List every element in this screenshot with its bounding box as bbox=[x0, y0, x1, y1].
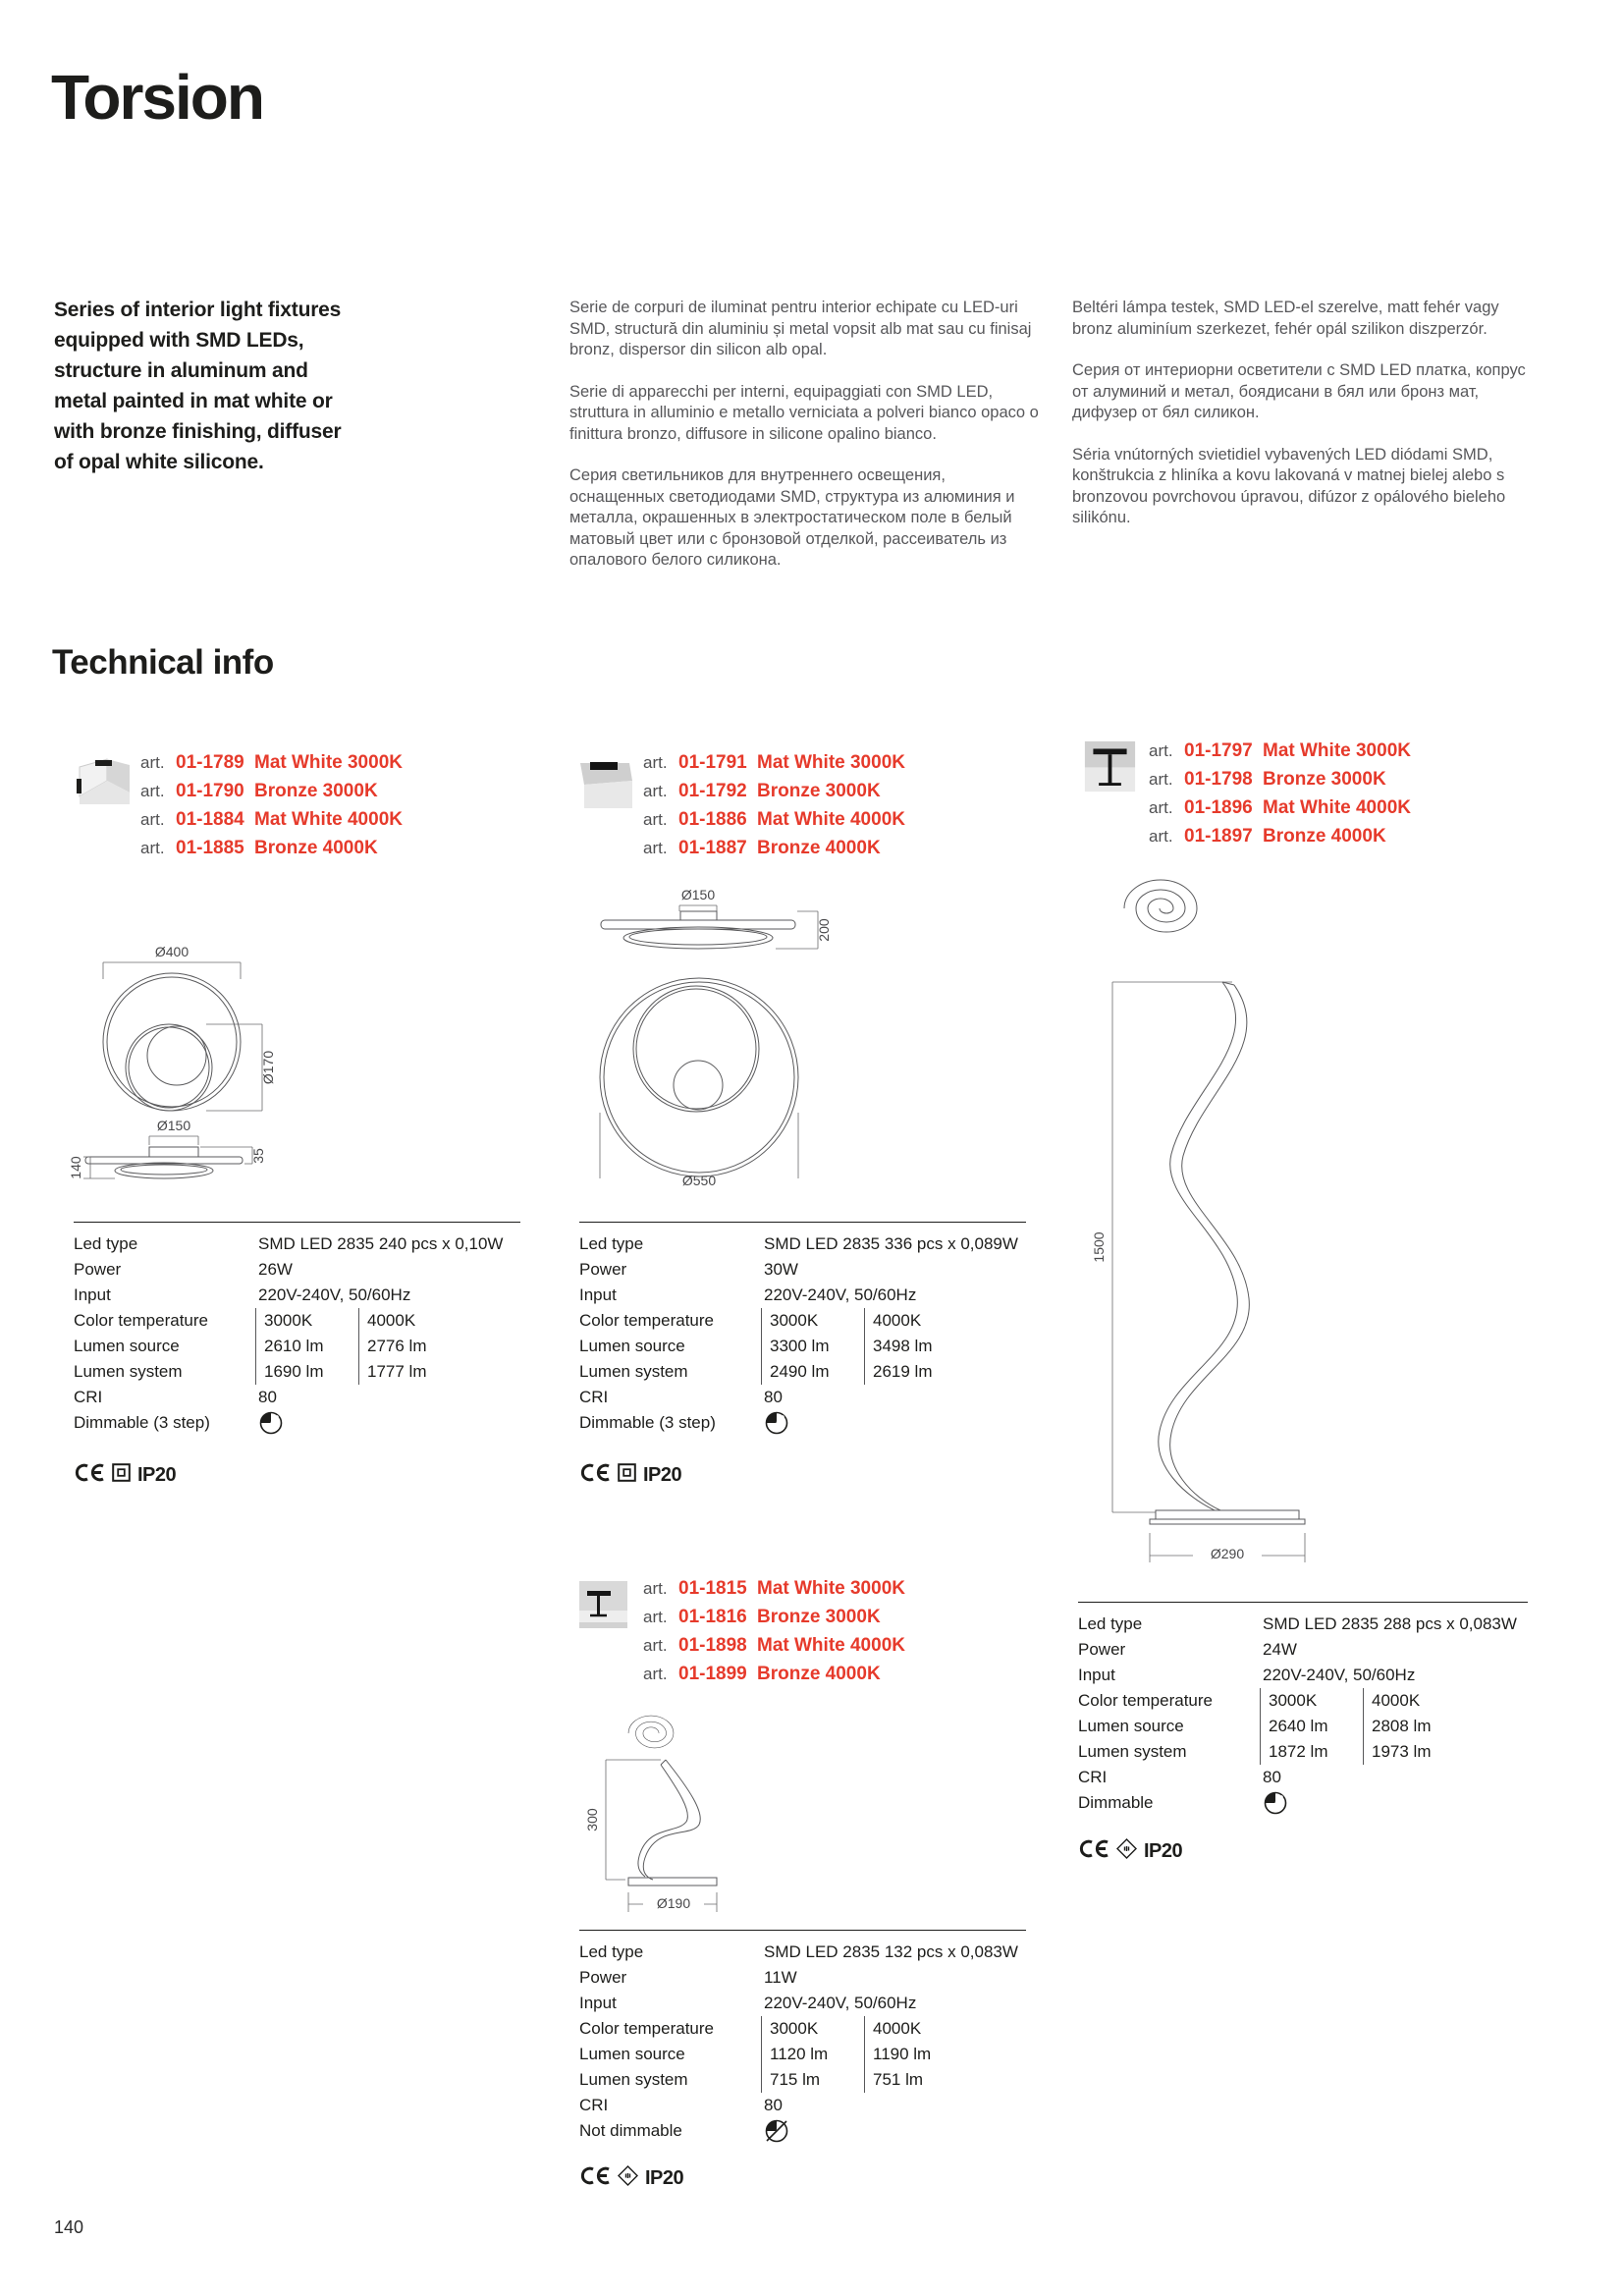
certifications-ceiling bbox=[579, 1463, 681, 1487]
diamond-cert-icon bbox=[618, 2165, 638, 2191]
dim-label: Ø550 bbox=[681, 1173, 717, 1188]
spec-value: 80 bbox=[258, 1388, 277, 1406]
art-label: art. bbox=[140, 839, 165, 857]
spec-value-4000k: 4000K bbox=[1363, 1688, 1420, 1714]
article-code: 01-1897 bbox=[1184, 826, 1253, 847]
ce-mark-icon bbox=[579, 2166, 611, 2190]
spec-row bbox=[1078, 1612, 1528, 1637]
dim-label: Ø190 bbox=[656, 1895, 691, 1911]
art-label: art. bbox=[1149, 770, 1173, 789]
spec-row bbox=[579, 2093, 1026, 2118]
spec-row bbox=[74, 1231, 520, 1257]
spec-label: Input bbox=[74, 1285, 111, 1304]
dim-label: 140 bbox=[68, 1156, 83, 1179]
spec-label: Led type bbox=[579, 1942, 644, 1961]
article-code: 01-1792 bbox=[678, 781, 747, 801]
page-number: 140 bbox=[54, 2217, 84, 2237]
spec-label: Color temperature bbox=[579, 2019, 715, 2038]
class-ii-icon bbox=[618, 1463, 636, 1487]
spec-value: 80 bbox=[1263, 1768, 1281, 1786]
spec-row bbox=[579, 1991, 1026, 2016]
spec-row bbox=[1078, 1663, 1528, 1688]
spec-value-4000k: 4000K bbox=[864, 2016, 921, 2042]
ceiling-lamp-icon bbox=[576, 753, 633, 815]
spec-row bbox=[579, 2067, 1026, 2093]
art-label: art. bbox=[140, 810, 165, 829]
spec-row bbox=[579, 2118, 1026, 2144]
dim-label: Ø400 bbox=[154, 944, 189, 959]
article-finish: Bronze 4000K bbox=[757, 1664, 881, 1684]
dim-label: Ø290 bbox=[1210, 1546, 1245, 1561]
ce-mark-icon bbox=[1078, 1839, 1109, 1863]
spec-value: 220V-240V, 50/60Hz bbox=[764, 1285, 917, 1304]
article-code: 01-1898 bbox=[678, 1635, 747, 1656]
article-finish: Mat White 4000K bbox=[254, 809, 403, 830]
spec-row bbox=[579, 1965, 1026, 1991]
dim-label: 1500 bbox=[1091, 1231, 1107, 1263]
spec-value-3000k: 3000K bbox=[1260, 1688, 1363, 1714]
certifications-table bbox=[579, 2165, 683, 2191]
spec-row bbox=[74, 1334, 520, 1359]
article-row bbox=[643, 752, 905, 781]
spec-row bbox=[579, 2042, 1026, 2067]
spec-value-4000k: 751 lm bbox=[864, 2067, 923, 2093]
dim-label: 35 bbox=[250, 1148, 266, 1164]
art-label: art. bbox=[140, 782, 165, 800]
spec-value-3000k: 3000K bbox=[761, 1308, 864, 1334]
article-finish: Bronze 4000K bbox=[1263, 826, 1386, 847]
spec-label: Power bbox=[579, 1260, 627, 1279]
article-row bbox=[643, 781, 905, 809]
art-label: art. bbox=[1149, 798, 1173, 817]
spec-value: SMD LED 2835 288 pcs x 0,083W bbox=[1263, 1614, 1517, 1633]
spec-row bbox=[74, 1308, 520, 1334]
ce-mark-icon bbox=[579, 1463, 611, 1487]
article-finish: Bronze 4000K bbox=[254, 838, 378, 858]
article-row bbox=[1149, 769, 1411, 797]
spec-row bbox=[579, 1283, 1026, 1308]
spec-value-3000k: 3000K bbox=[255, 1308, 358, 1334]
spec-label: CRI bbox=[579, 2096, 609, 2114]
spec-label: Lumen system bbox=[579, 1362, 688, 1381]
article-code: 01-1884 bbox=[176, 809, 244, 830]
intro-paragraph-it: Serie di apparecchi per interni, equipaggiati con SMD LED, struttura in alluminio e metallo verniciata a polveri bianco opaco o finittura bronzo, diffusore in silicone opalino bianco. bbox=[569, 382, 1039, 443]
spec-row bbox=[579, 1410, 1026, 1436]
spec-value-3000k: 3300 lm bbox=[761, 1334, 864, 1359]
spec-row bbox=[579, 1940, 1026, 1965]
wall-lamp-drawing bbox=[59, 918, 344, 1213]
spec-row bbox=[74, 1359, 520, 1385]
spec-row bbox=[74, 1385, 520, 1410]
spec-label: Led type bbox=[1078, 1614, 1143, 1633]
spec-value-4000k: 2808 lm bbox=[1363, 1714, 1431, 1739]
spec-value-3000k: 2610 lm bbox=[255, 1334, 358, 1359]
spec-value: SMD LED 2835 336 pcs x 0,089W bbox=[764, 1234, 1018, 1253]
spec-table-ceiling bbox=[579, 1222, 1026, 1436]
spec-value: 11W bbox=[764, 1968, 797, 1987]
spec-value: 80 bbox=[764, 2096, 783, 2114]
article-row bbox=[643, 1664, 905, 1692]
spec-row bbox=[1078, 1714, 1528, 1739]
spec-label: Not dimmable bbox=[579, 2121, 682, 2140]
ip-rating: IP20 bbox=[645, 2166, 684, 2189]
article-row bbox=[140, 752, 403, 781]
article-code: 01-1791 bbox=[678, 752, 747, 773]
article-code: 01-1896 bbox=[1184, 797, 1253, 818]
spec-value-3000k: 715 lm bbox=[761, 2067, 864, 2093]
ip-rating: IP20 bbox=[1144, 1839, 1183, 1862]
article-row bbox=[643, 838, 905, 866]
spec-value: 220V-240V, 50/60Hz bbox=[1263, 1666, 1416, 1684]
spec-value: SMD LED 2835 132 pcs x 0,083W bbox=[764, 1942, 1018, 1961]
ce-mark-icon bbox=[74, 1463, 105, 1487]
spec-row bbox=[74, 1410, 520, 1436]
spec-value: 80 bbox=[764, 1388, 783, 1406]
spec-value-4000k: 2776 lm bbox=[358, 1334, 426, 1359]
spec-value-3000k: 2490 lm bbox=[761, 1359, 864, 1385]
spec-label: Input bbox=[579, 1994, 617, 2012]
spec-label: Color temperature bbox=[1078, 1691, 1214, 1710]
dim-label: Ø150 bbox=[156, 1118, 191, 1133]
article-code: 01-1887 bbox=[678, 838, 747, 858]
spec-value-3000k: 1872 lm bbox=[1260, 1739, 1363, 1765]
spec-value: SMD LED 2835 240 pcs x 0,10W bbox=[258, 1234, 504, 1253]
article-finish: Mat White 4000K bbox=[1263, 797, 1411, 818]
article-list-wall bbox=[140, 752, 403, 866]
certifications-floor bbox=[1078, 1838, 1182, 1864]
article-row bbox=[140, 838, 403, 866]
article-finish: Mat White 3000K bbox=[757, 1578, 905, 1599]
spec-value-4000k: 1973 lm bbox=[1363, 1739, 1431, 1765]
art-label: art. bbox=[1149, 827, 1173, 846]
spec-row bbox=[579, 1231, 1026, 1257]
article-finish: Mat White 3000K bbox=[1263, 740, 1411, 761]
dimmer-icon bbox=[1263, 1790, 1288, 1816]
dim-label: 200 bbox=[816, 918, 832, 942]
article-code: 01-1815 bbox=[678, 1578, 747, 1599]
certifications-wall bbox=[74, 1463, 176, 1487]
article-finish: Mat White 4000K bbox=[757, 1635, 905, 1656]
ip-rating: IP20 bbox=[643, 1463, 682, 1486]
spec-table-floor bbox=[1078, 1602, 1528, 1816]
dim-label: 300 bbox=[584, 1808, 600, 1831]
spec-label: Power bbox=[579, 1968, 627, 1987]
section-title: Technical info bbox=[52, 643, 274, 682]
spec-label: Lumen source bbox=[1078, 1717, 1184, 1735]
spec-label: Lumen source bbox=[579, 2045, 685, 2063]
not-dimmable-icon bbox=[764, 2118, 789, 2144]
spec-label: Dimmable bbox=[1078, 1793, 1154, 1812]
art-label: art. bbox=[643, 753, 668, 772]
article-row bbox=[643, 1635, 905, 1664]
article-code: 01-1798 bbox=[1184, 769, 1253, 790]
spec-value: 26W bbox=[258, 1260, 293, 1279]
spec-row bbox=[579, 1308, 1026, 1334]
spec-row bbox=[1078, 1790, 1528, 1816]
dim-label: Ø170 bbox=[260, 1050, 276, 1085]
article-finish: Bronze 3000K bbox=[757, 1607, 881, 1627]
article-code: 01-1886 bbox=[678, 809, 747, 830]
article-row bbox=[140, 781, 403, 809]
article-code: 01-1797 bbox=[1184, 740, 1253, 761]
spec-value: 220V-240V, 50/60Hz bbox=[258, 1285, 411, 1304]
spec-value-3000k: 1690 lm bbox=[255, 1359, 358, 1385]
spec-table-wall bbox=[74, 1222, 520, 1436]
dimmer-icon bbox=[764, 1410, 789, 1436]
spec-label: Dimmable (3 step) bbox=[579, 1413, 716, 1432]
article-row bbox=[643, 809, 905, 838]
floor-lamp-icon bbox=[1083, 739, 1137, 798]
spec-label: Power bbox=[74, 1260, 122, 1279]
article-finish: Bronze 3000K bbox=[254, 781, 378, 801]
intro-column-3 bbox=[1072, 298, 1538, 550]
intro-paragraph-bg: Серия от интериорни осветители с SMD LED платка, копрус от алуминий и метал, боядисани в бял или бронз мат, дифузер от бял силикон. bbox=[1072, 361, 1526, 421]
spec-value-4000k: 1777 lm bbox=[358, 1359, 426, 1385]
art-label: art. bbox=[643, 810, 668, 829]
spec-row bbox=[579, 1334, 1026, 1359]
spec-value-3000k: 3000K bbox=[761, 2016, 864, 2042]
article-finish: Bronze 4000K bbox=[757, 838, 881, 858]
spec-row bbox=[579, 1257, 1026, 1283]
table-lamp-drawing bbox=[574, 1704, 800, 1915]
art-label: art. bbox=[643, 782, 668, 800]
intro-paragraph-ro: Serie de corpuri de iluminat pentru interior echipate cu LED-uri SMD, structură din aluminiu și metal vopsit alb mat sau cu finisaj bronz, dispersor din silicon alb opal. bbox=[569, 299, 1032, 358]
class-ii-icon bbox=[112, 1463, 131, 1487]
article-code: 01-1899 bbox=[678, 1664, 747, 1684]
spec-label: Led type bbox=[579, 1234, 644, 1253]
article-code: 01-1789 bbox=[176, 752, 244, 773]
article-list-ceiling bbox=[643, 752, 905, 866]
article-row bbox=[1149, 740, 1411, 769]
spec-row bbox=[579, 1385, 1026, 1410]
article-code: 01-1885 bbox=[176, 838, 244, 858]
art-label: art. bbox=[643, 839, 668, 857]
page-title: Torsion bbox=[51, 62, 263, 133]
article-finish: Mat White 3000K bbox=[254, 752, 403, 773]
art-label: art. bbox=[1149, 741, 1173, 760]
spec-label: Power bbox=[1078, 1640, 1126, 1659]
spec-table-table bbox=[579, 1930, 1026, 2144]
spec-value: 220V-240V, 50/60Hz bbox=[764, 1994, 917, 2012]
art-label: art. bbox=[643, 1579, 668, 1598]
article-row bbox=[1149, 797, 1411, 826]
spec-value-4000k: 1190 lm bbox=[864, 2042, 931, 2067]
spec-label: Led type bbox=[74, 1234, 138, 1253]
article-code: 01-1790 bbox=[176, 781, 244, 801]
article-row bbox=[140, 809, 403, 838]
art-label: art. bbox=[643, 1608, 668, 1626]
article-finish: Bronze 3000K bbox=[757, 781, 881, 801]
spec-label: Input bbox=[579, 1285, 617, 1304]
spec-value-3000k: 1120 lm bbox=[761, 2042, 864, 2067]
table-lamp-icon bbox=[577, 1579, 629, 1636]
spec-label: Color temperature bbox=[74, 1311, 209, 1330]
art-label: art. bbox=[140, 753, 165, 772]
spec-label: Lumen source bbox=[74, 1337, 180, 1355]
spec-value-4000k: 4000K bbox=[864, 1308, 921, 1334]
spec-label: Input bbox=[1078, 1666, 1115, 1684]
article-finish: Bronze 3000K bbox=[1263, 769, 1386, 790]
article-list-table bbox=[643, 1578, 905, 1692]
spec-row bbox=[1078, 1637, 1528, 1663]
spec-row bbox=[1078, 1688, 1528, 1714]
spec-value: 24W bbox=[1263, 1640, 1297, 1659]
intro-paragraph-sk: Séria vnútorných svietidiel vybavených LED diódami SMD, konštrukcia z hliníka a kovu lakovaná v matnej bielej alebo s bronzovou povrchovou úpravou, difúzor z opálového bieleho silikónu. bbox=[1072, 445, 1506, 526]
spec-row bbox=[74, 1257, 520, 1283]
floor-lamp-drawing bbox=[1065, 869, 1365, 1581]
ceiling-lamp-drawing bbox=[568, 869, 857, 1208]
article-finish: Mat White 4000K bbox=[757, 809, 905, 830]
spec-label: Dimmable (3 step) bbox=[74, 1413, 210, 1432]
spec-label: Lumen system bbox=[579, 2070, 688, 2089]
intro-column-2 bbox=[569, 298, 1041, 592]
spec-label: CRI bbox=[1078, 1768, 1108, 1786]
spec-row bbox=[1078, 1765, 1528, 1790]
article-code: 01-1816 bbox=[678, 1607, 747, 1627]
spec-value: 30W bbox=[764, 1260, 798, 1279]
spec-value-4000k: 4000K bbox=[358, 1308, 415, 1334]
article-finish: Mat White 3000K bbox=[757, 752, 905, 773]
spec-value-4000k: 3498 lm bbox=[864, 1334, 932, 1359]
article-row bbox=[643, 1578, 905, 1607]
spec-value-3000k: 2640 lm bbox=[1260, 1714, 1363, 1739]
spec-label: CRI bbox=[74, 1388, 103, 1406]
intro-paragraph-ru: Серия светильников для внутреннего освещения, оснащенных светодиодами SMD, структура из алюминия и металла, окрашенных в электростатическом поле в белый матовый цвет или с бронзовой отделкой, рассеиватель из опалового белого силикона. bbox=[569, 466, 1015, 569]
spec-row bbox=[1078, 1739, 1528, 1765]
article-row bbox=[643, 1607, 905, 1635]
art-label: art. bbox=[643, 1636, 668, 1655]
ip-rating: IP20 bbox=[137, 1463, 177, 1486]
art-label: art. bbox=[643, 1665, 668, 1683]
spec-label: Lumen system bbox=[74, 1362, 183, 1381]
intro-paragraph-hu: Beltéri lámpa testek, SMD LED-el szerelve, matt fehér vagy bronz aluminíum szerkezet, fehér opál szilikon diszperzór. bbox=[1072, 299, 1499, 338]
spec-label: Lumen source bbox=[579, 1337, 685, 1355]
spec-row bbox=[579, 2016, 1026, 2042]
spec-value-4000k: 2619 lm bbox=[864, 1359, 932, 1385]
article-list-floor bbox=[1149, 740, 1411, 854]
spec-row bbox=[74, 1283, 520, 1308]
dim-label: Ø150 bbox=[680, 887, 716, 902]
dimmer-icon bbox=[258, 1410, 284, 1436]
article-row bbox=[1149, 826, 1411, 854]
spec-label: Lumen system bbox=[1078, 1742, 1187, 1761]
spec-label: CRI bbox=[579, 1388, 609, 1406]
wall-lamp-icon bbox=[74, 753, 131, 815]
spec-row bbox=[579, 1359, 1026, 1385]
diamond-cert-icon bbox=[1116, 1838, 1137, 1864]
intro-english: Series of interior light fixtures equipped with SMD LEDs, structure in aluminum and metal painted in mat white or with bronze finishing, diffuser of opal white silicone. bbox=[54, 299, 342, 473]
spec-label: Color temperature bbox=[579, 1311, 715, 1330]
